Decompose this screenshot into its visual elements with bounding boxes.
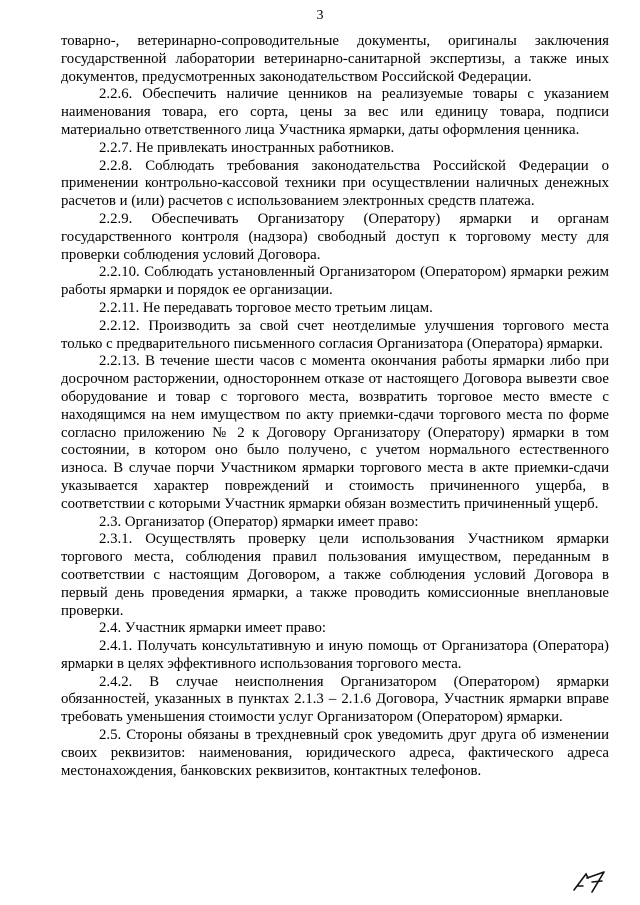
paragraph-2-2-11: 2.2.11. Не передавать торговое место третьим лицам. bbox=[99, 299, 433, 316]
paragraph-2-4: 2.4. Участник ярмарки имеет право: bbox=[99, 620, 327, 637]
paragraph-continuation: товарно-, ветеринарно-сопроводительные документы, оригиналы заключения государственной лаборатории ветеринарно-санитарной экспертизы, а также иных документов, предусмотренных законодательством Российской Федерации. bbox=[61, 33, 609, 85]
paragraph-2-3: 2.3. Организатор (Оператор) ярмарки имеет право: bbox=[99, 513, 419, 530]
paragraph-2-4-1: 2.4.1. Получать консультативную и иную помощь от Организатора (Оператора) ярмарки в целях эффективного использования торгового места. bbox=[61, 638, 609, 672]
paragraph-2-5: 2.5. Стороны обязаны в трехдневный срок уведомить друг друга об изменении своих реквизитов: наименования, юридического адреса, фактического адреса местонахождения, банковских реквизитов, контактных телефонов. bbox=[61, 727, 609, 779]
paragraph-2-2-6: 2.2.6. Обеспечить наличие ценников на реализуемые товары с указанием наименования товара, его сорта, цены за вес или единицу товара, подписи материально ответственного лица Участника ярмарки, даты оформления ценника. bbox=[61, 86, 609, 138]
paragraph-2-2-10: 2.2.10. Соблюдать установленный Организатором (Оператором) ярмарки режим работы ярмарки и порядок ее организации. bbox=[61, 264, 609, 299]
paragraph-2-2-7: 2.2.7. Не привлекать иностранных работников. bbox=[99, 139, 395, 156]
paragraph-2-2-8: 2.2.8. Соблюдать требования законодательства Российской Федерации о применении контрольно-кассовой техники при осуществлении наличных денежных расчетов и (или) расчетов с использованием электронных средств платежа. bbox=[61, 157, 609, 210]
paragraph-2-4-2: 2.4.2. В случае неисполнения Организатором (Оператором) ярмарки обязанностей, указанных в пунктах 2.1.3 – 2.1.6 Договора, Участник ярмарки вправе требовать уменьшения стоимости услуг Организатором (Оператором) ярмарки. bbox=[61, 673, 609, 726]
paragraph-2-2-12: 2.2.12. Производить за свой счет неотделимые улучшения торгового места только с предварительного письменного согласия Организатора (Оператора) ярмарки. bbox=[61, 317, 609, 352]
page-number: 3 bbox=[316, 8, 324, 23]
document-body bbox=[61, 33, 609, 780]
paragraph-2-2-13: 2.2.13. В течение шести часов с момента окончания работы ярмарки либо при досрочном расторжении, одностороннем отказе от настоящего Договора вывезти свое оборудование и товар с торгового места, возвратить торговое место вместе с находящимся на нем имуществом по акту приемки-сдачи торгового места по форме согласно приложению № 2 к Договору Организатору (Оператору) ярмарки в том состоянии, в котором оно было получено, с учетом нормального естественного износа. В случае порчи Участником ярмарки торгового места в акте приемки-сдачи указывается характер повреждений и стоимость причиненного ущерба, в соответствии с которыми Участник ярмарки обязан возместить причиненный ущерб. bbox=[61, 353, 609, 512]
handwritten-page-mark bbox=[572, 864, 608, 894]
paragraph-2-3-1: 2.3.1. Осуществлять проверку цели использования Участником ярмарки торгового места, соблюдения правил пользования имуществом, переданным в соответствии с настоящим Договором, а также соблюдения условий Договора в первый день проведения ярмарки, а также проводить комиссионные внеплановые проверки. bbox=[61, 531, 609, 619]
paragraph-2-2-9: 2.2.9. Обеспечивать Организатору (Оператору) ярмарки и органам государственного контроля (надзора) свободный доступ к торговому месту для проверки соблюдения условий Договора. bbox=[61, 210, 609, 263]
